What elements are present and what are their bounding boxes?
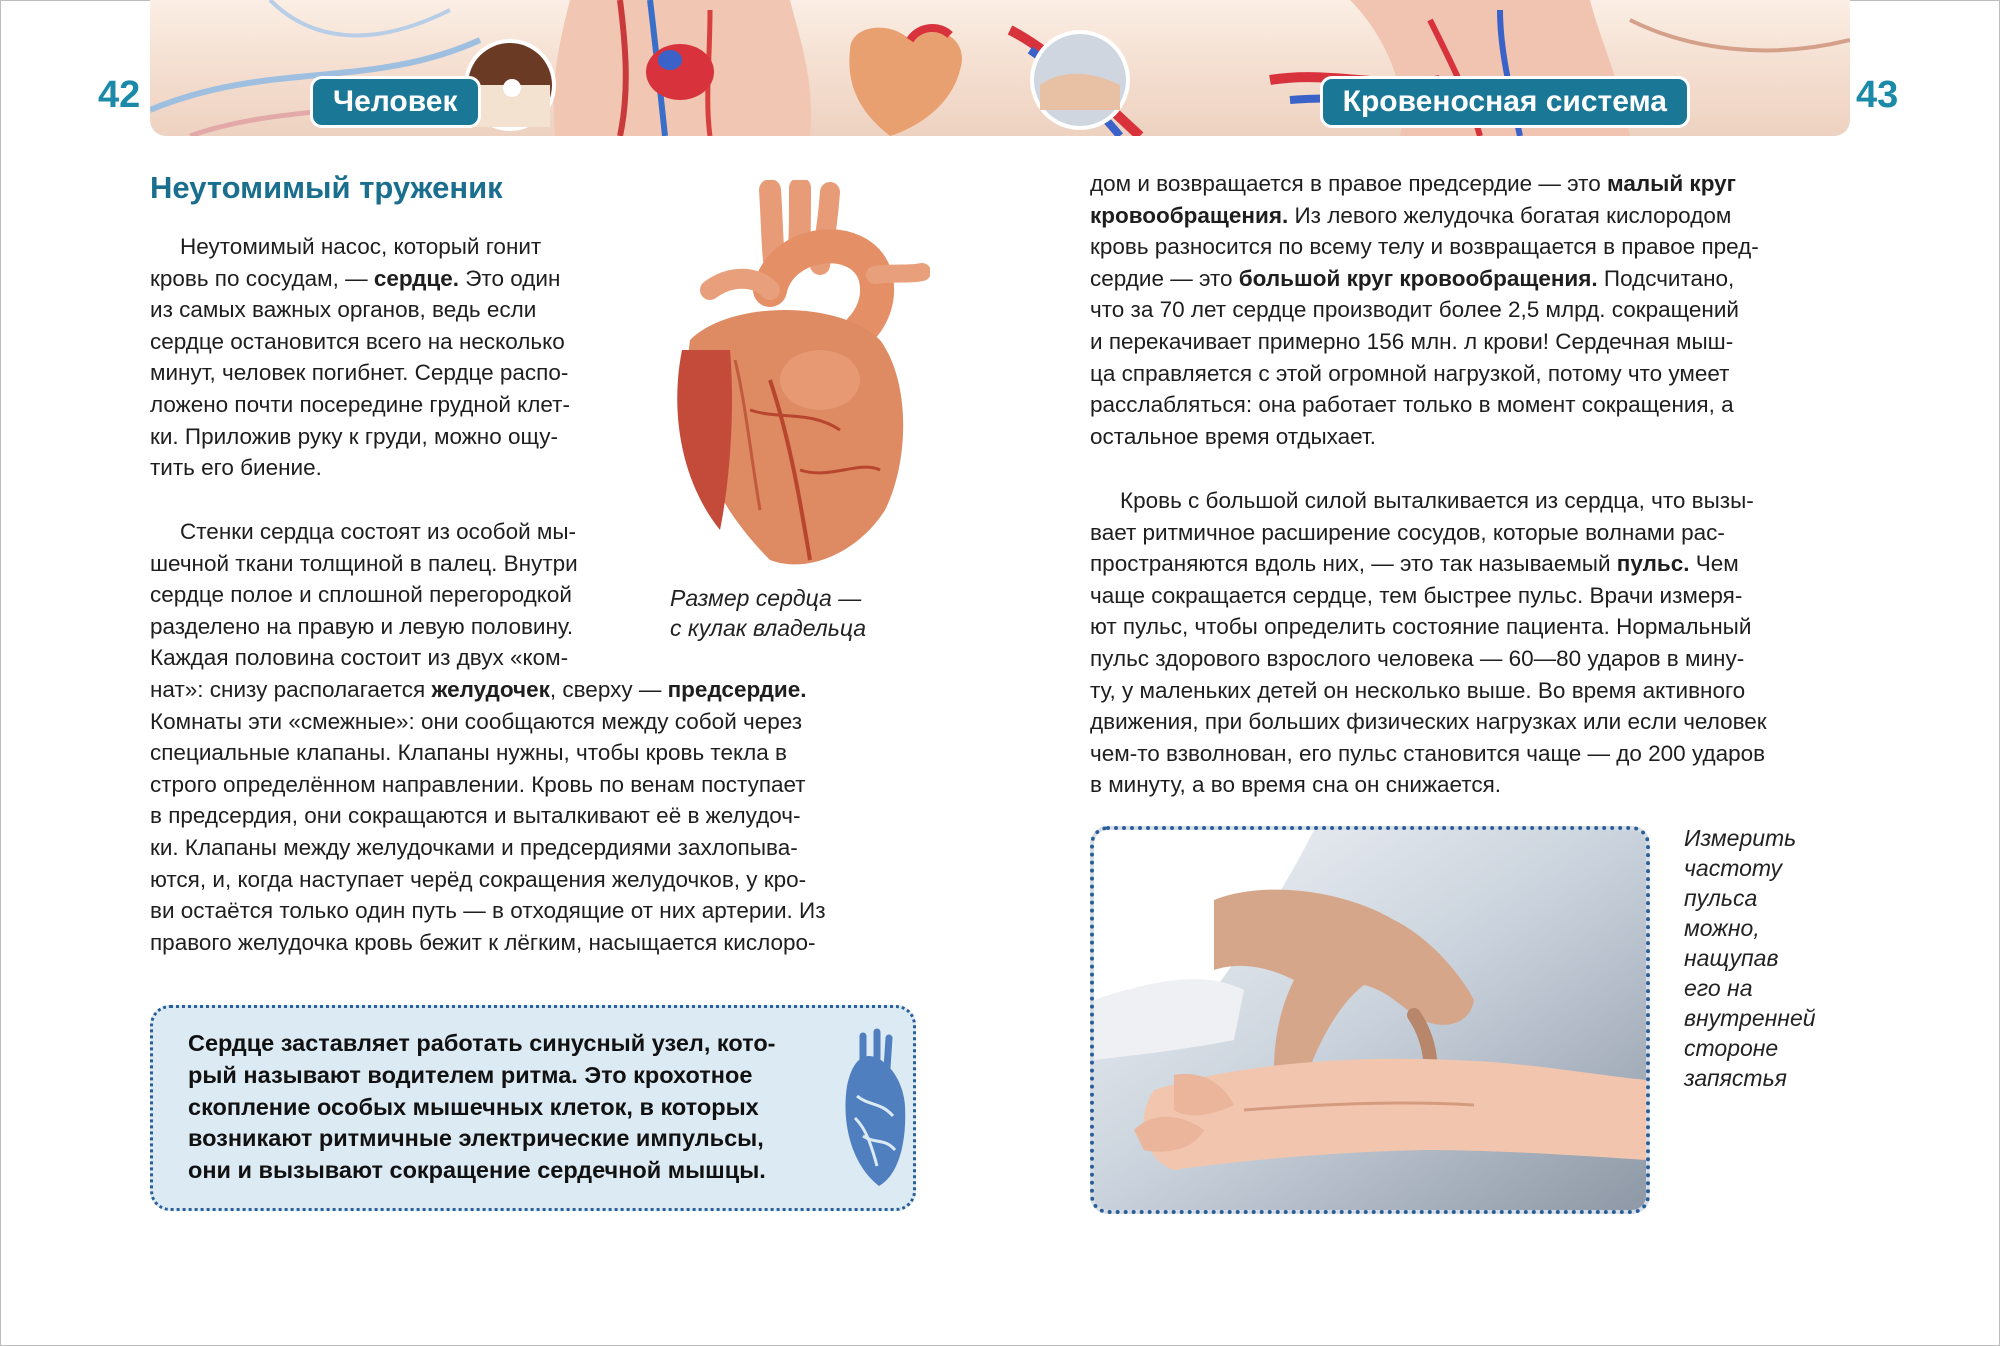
text-line: ют пульс, чтобы определить состояние пациента. Нормальный	[1090, 614, 1752, 640]
text-line: строго определённом направлении. Кровь по венам поступает	[150, 771, 806, 797]
text-line: ви остаётся только один путь — в отходящие от них артерии. Из	[150, 898, 826, 924]
text-line: ца справляется с этой огромной нагрузкой, потому что умеет	[1090, 360, 1730, 386]
caption-line: Размер сердца —	[670, 585, 862, 611]
caption-line: запястья	[1684, 1065, 1787, 1091]
term-pulmonary-circulation: малый круг	[1606, 171, 1737, 196]
text-line: Каждая половина состоит из двух «ком-	[150, 645, 569, 671]
term-ventricle: желудочек	[431, 677, 550, 702]
text-fragment: Подсчитано,	[1597, 265, 1735, 291]
caption-line: с кулак владельца	[670, 615, 867, 641]
paragraph-heart-chambers	[150, 674, 910, 958]
text-line: расслабляться: она работает только в момент сокращения, а	[1090, 392, 1734, 418]
pulse-caption	[1684, 823, 1816, 1093]
text-line: ту, у маленьких детей он несколько выше. Во время активного	[1090, 677, 1746, 703]
text-fragment: пространяются вдоль них, — это так называемый	[1090, 551, 1617, 577]
term-pulmonary-circulation-cont: кровообращения.	[1090, 202, 1289, 228]
text-line: Комнаты эти «смежные»: они сообщаются между собой через	[150, 708, 803, 734]
text-line: сердце полое и сплошной перегородкой	[150, 582, 572, 608]
paragraph-heart-walls	[150, 516, 634, 674]
text-fragment: Чем	[1689, 551, 1739, 577]
page-number-left: 42	[98, 74, 141, 116]
text-line: специальные клапаны. Клапаны нужны, чтобы кровь текла в	[150, 740, 787, 766]
text-line: в предсердия, они сокращаются и выталкивают её в желудоч-	[150, 803, 801, 829]
heart-caption	[670, 583, 866, 643]
text-line: вает ритмичное расширение сосудов, которые волнами рас-	[1090, 519, 1725, 545]
caption-line: пульса	[1684, 885, 1758, 911]
text-line: движения, при больших физических нагрузках или если человек	[1090, 709, 1767, 735]
text-line: остальное время отдыхает.	[1090, 423, 1376, 449]
text-line: ются, и, когда наступает черёд сокращения желудочков, у кро-	[150, 866, 807, 892]
text-line: возникают ритмичные электрические импульсы,	[188, 1125, 764, 1152]
section-label-left: Человек	[310, 76, 481, 128]
text-line	[1090, 200, 1852, 232]
text-line	[1090, 263, 1852, 295]
heart-illustration	[660, 180, 930, 580]
text-line: минут, человек погибнет. Сердце распо-	[150, 360, 569, 386]
info-box-text	[188, 1028, 820, 1187]
text-fragment: Из левого желудочка богатая кислородом	[1288, 202, 1732, 228]
term-atrium: предсердие.	[667, 677, 807, 702]
text-line: ки. Клапаны между желудочками и предсердиями захлопыва-	[150, 834, 798, 860]
heart-outline-icon	[833, 1026, 911, 1196]
text-line: Неутомимый насос, который гонит	[180, 234, 542, 259]
text-fragment: кровь по сосудам, —	[150, 265, 374, 291]
section-label-right: Кровеносная система	[1320, 76, 1690, 128]
paragraph-circulation	[1090, 168, 1852, 452]
header-banner	[150, 0, 1850, 136]
text-line	[150, 674, 910, 706]
text-line	[150, 263, 634, 295]
text-line: правого желудочка кровь бежит к лёгким, насыщается кислоро-	[150, 929, 816, 955]
text-line: Сердце заставляет работать синусный узел, кото-	[188, 1030, 776, 1056]
text-line: в минуту, а во время сна он снижается.	[1090, 772, 1502, 798]
text-fragment: сердие — это	[1090, 265, 1239, 291]
caption-line: можно,	[1684, 915, 1760, 941]
paragraph-pulse	[1090, 485, 1852, 801]
hand-on-wrist-illustration	[1094, 830, 1646, 1210]
caption-line: частоту	[1684, 855, 1783, 881]
text-line: разделено на правую и левую половину.	[150, 613, 574, 639]
pulse-measurement-photo	[1090, 826, 1650, 1214]
text-fragment: Это один	[458, 265, 561, 291]
caption-line: нащупав	[1684, 945, 1779, 971]
text-line: скопление особых мышечных клеток, в которых	[188, 1093, 759, 1120]
page-number-right: 43	[1856, 74, 1899, 116]
text-line: Кровь с большой силой выталкивается из сердца, что вызы-	[1120, 488, 1754, 513]
text-line: тить его биение.	[150, 455, 322, 481]
text-line: шечной ткани толщиной в палец. Внутри	[150, 550, 578, 576]
article-title: Неутомимый труженик	[150, 170, 503, 205]
text-line: ки. Приложив руку к груди, можно ощу-	[150, 423, 558, 449]
caption-line: Измерить	[1684, 825, 1797, 851]
text-line: что за 70 лет сердце производит более 2,5 млрд. сокращений	[1090, 297, 1739, 323]
text-line: и перекачивает примерно 156 млн. л крови! Сердечная мыш-	[1090, 328, 1734, 354]
caption-line: его на	[1684, 975, 1753, 1001]
text-line: кровь разносится по всему телу и возвращается в правое пред-	[1090, 234, 1759, 260]
text-line: рый называют водителем ритма. Это крохотное	[188, 1061, 753, 1088]
term-heart: сердце.	[373, 265, 459, 291]
text-line: из самых важных органов, ведь если	[150, 297, 537, 323]
text-line: чаще сокращается сердце, тем быстрее пульс. Врачи измеря-	[1090, 582, 1743, 608]
text-line: ложено почти посередине грудной клет-	[150, 391, 570, 417]
text-line: пульс здорового взрослого человека — 60—80 ударов в мину-	[1090, 645, 1745, 671]
text-fragment: дом и возвращается в правое предсердие — это	[1090, 171, 1607, 196]
text-line: они и вызывают сокращение сердечной мышцы.	[188, 1157, 766, 1184]
term-pulse: пульс.	[1616, 551, 1690, 577]
text-fragment: , сверху —	[549, 677, 668, 702]
info-box-sinus-node	[150, 1005, 916, 1211]
text-line	[1090, 548, 1852, 580]
text-fragment: нат»: снизу располагается	[150, 677, 432, 702]
text-line: Стенки сердца состоят из особой мы-	[180, 519, 577, 544]
text-line: сердце остановится всего на несколько	[150, 328, 565, 354]
text-line: чем-то взволнован, его пульс становится чаще — до 200 ударов	[1090, 740, 1766, 766]
paragraph-heart-intro	[150, 231, 634, 484]
caption-line: внутренней	[1684, 1005, 1816, 1031]
term-systemic-circulation: большой круг кровообращения.	[1238, 265, 1598, 291]
text-line	[1090, 168, 1852, 200]
caption-line: стороне	[1684, 1035, 1779, 1061]
